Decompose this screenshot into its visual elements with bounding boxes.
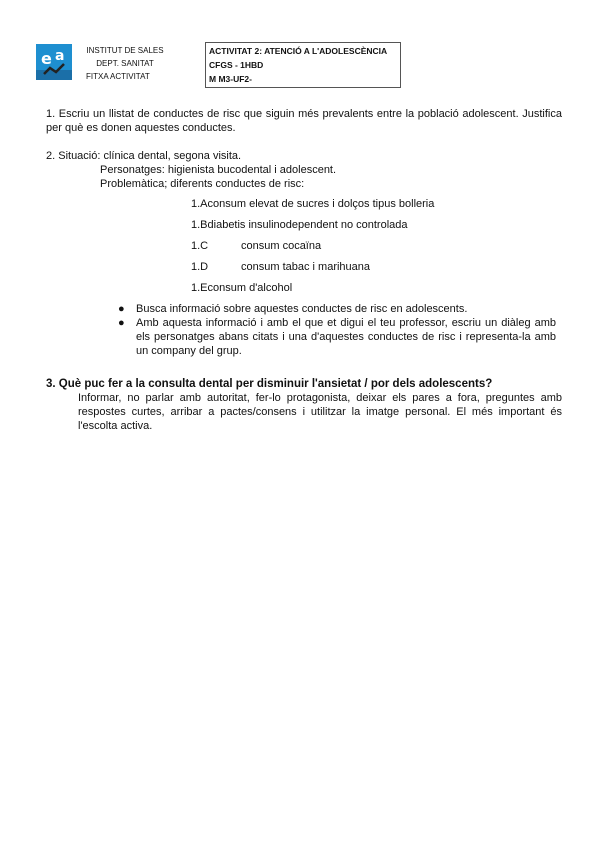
question-3-heading: 3. Què puc fer a la consulta dental per disminuir l'ansietat / por dels adolescents? <box>46 378 493 390</box>
institute-name: INSTITUT DE SALES <box>86 46 164 55</box>
risk-item <box>191 218 408 232</box>
question-2 <box>46 149 562 191</box>
course-code: CFGS - 1HBD <box>209 60 264 70</box>
question-1: 1. Escriu un llistat de conductes de risc que siguin més prevalents entre la població adolescent. Justifica per què es donen aquestes conductes. <box>46 108 562 134</box>
risk-item-code: 1.B <box>191 219 208 231</box>
question-3-answer: Informar, no parlar amb autoritat, fer-lo protagonista, deixar els pares a fora, preguntes amb respostes curtes, arribar a pactes/consens i utilitzar la imatge personal. El més important és l'escolta activa. <box>78 392 562 432</box>
risk-item <box>191 260 370 274</box>
risk-item-text: consum cocaïna <box>241 240 322 252</box>
institute-logo-icon <box>36 44 72 80</box>
problem-line: Problemàtica; diferents conductes de risc: <box>100 178 305 190</box>
risk-item-text: consum elevat de sucres i dolços tipus bolleria <box>207 198 435 210</box>
risk-item-text: diabetis insulinodependent no controlada <box>207 219 408 231</box>
activity-title: ACTIVITAT 2: ATENCIÓ A L'ADOLESCÈNCIA <box>209 46 388 56</box>
bullet-icon: ● <box>118 303 125 315</box>
situation-line: 2. Situació: clínica dental, segona visita. <box>46 150 242 162</box>
question-3 <box>46 377 562 433</box>
risk-item-text: consum tabac i marihuana <box>241 261 371 273</box>
risk-item-code: 1.A <box>191 198 208 210</box>
task-list <box>118 302 556 358</box>
list-item <box>118 302 556 316</box>
risk-item <box>191 281 292 295</box>
task-text: Busca informació sobre aquestes conductes de risc en adolescents. <box>136 303 468 315</box>
task-text: Amb aquesta informació i amb el que et digui el teu professor, escriu un diàleg amb els personatges abans citats i una d'aquestes conductes de risc i representa-la amb un company del grup. <box>136 317 556 357</box>
institute-info <box>76 44 174 83</box>
svg-text:e: e <box>41 49 52 68</box>
list-item <box>118 316 556 358</box>
risk-item <box>191 239 321 253</box>
activity-header-box <box>205 42 401 88</box>
risk-item-code: 1.D <box>191 261 209 273</box>
module-code: M M3-UF2- <box>209 74 252 84</box>
svg-text:a: a <box>55 48 65 64</box>
risk-item-code: 1.E <box>191 282 208 294</box>
activity-sheet-label: FITXA ACTIVITAT <box>86 72 150 81</box>
department-name: DEPT. SANITAT <box>96 59 154 68</box>
risk-item-text: consum d'alcohol <box>207 282 293 294</box>
risk-item-code: 1.C <box>191 240 209 252</box>
bullet-icon: ● <box>118 317 125 329</box>
risk-item <box>191 197 434 211</box>
characters-line: Personatges: higienista bucodental i adolescent. <box>100 164 337 176</box>
